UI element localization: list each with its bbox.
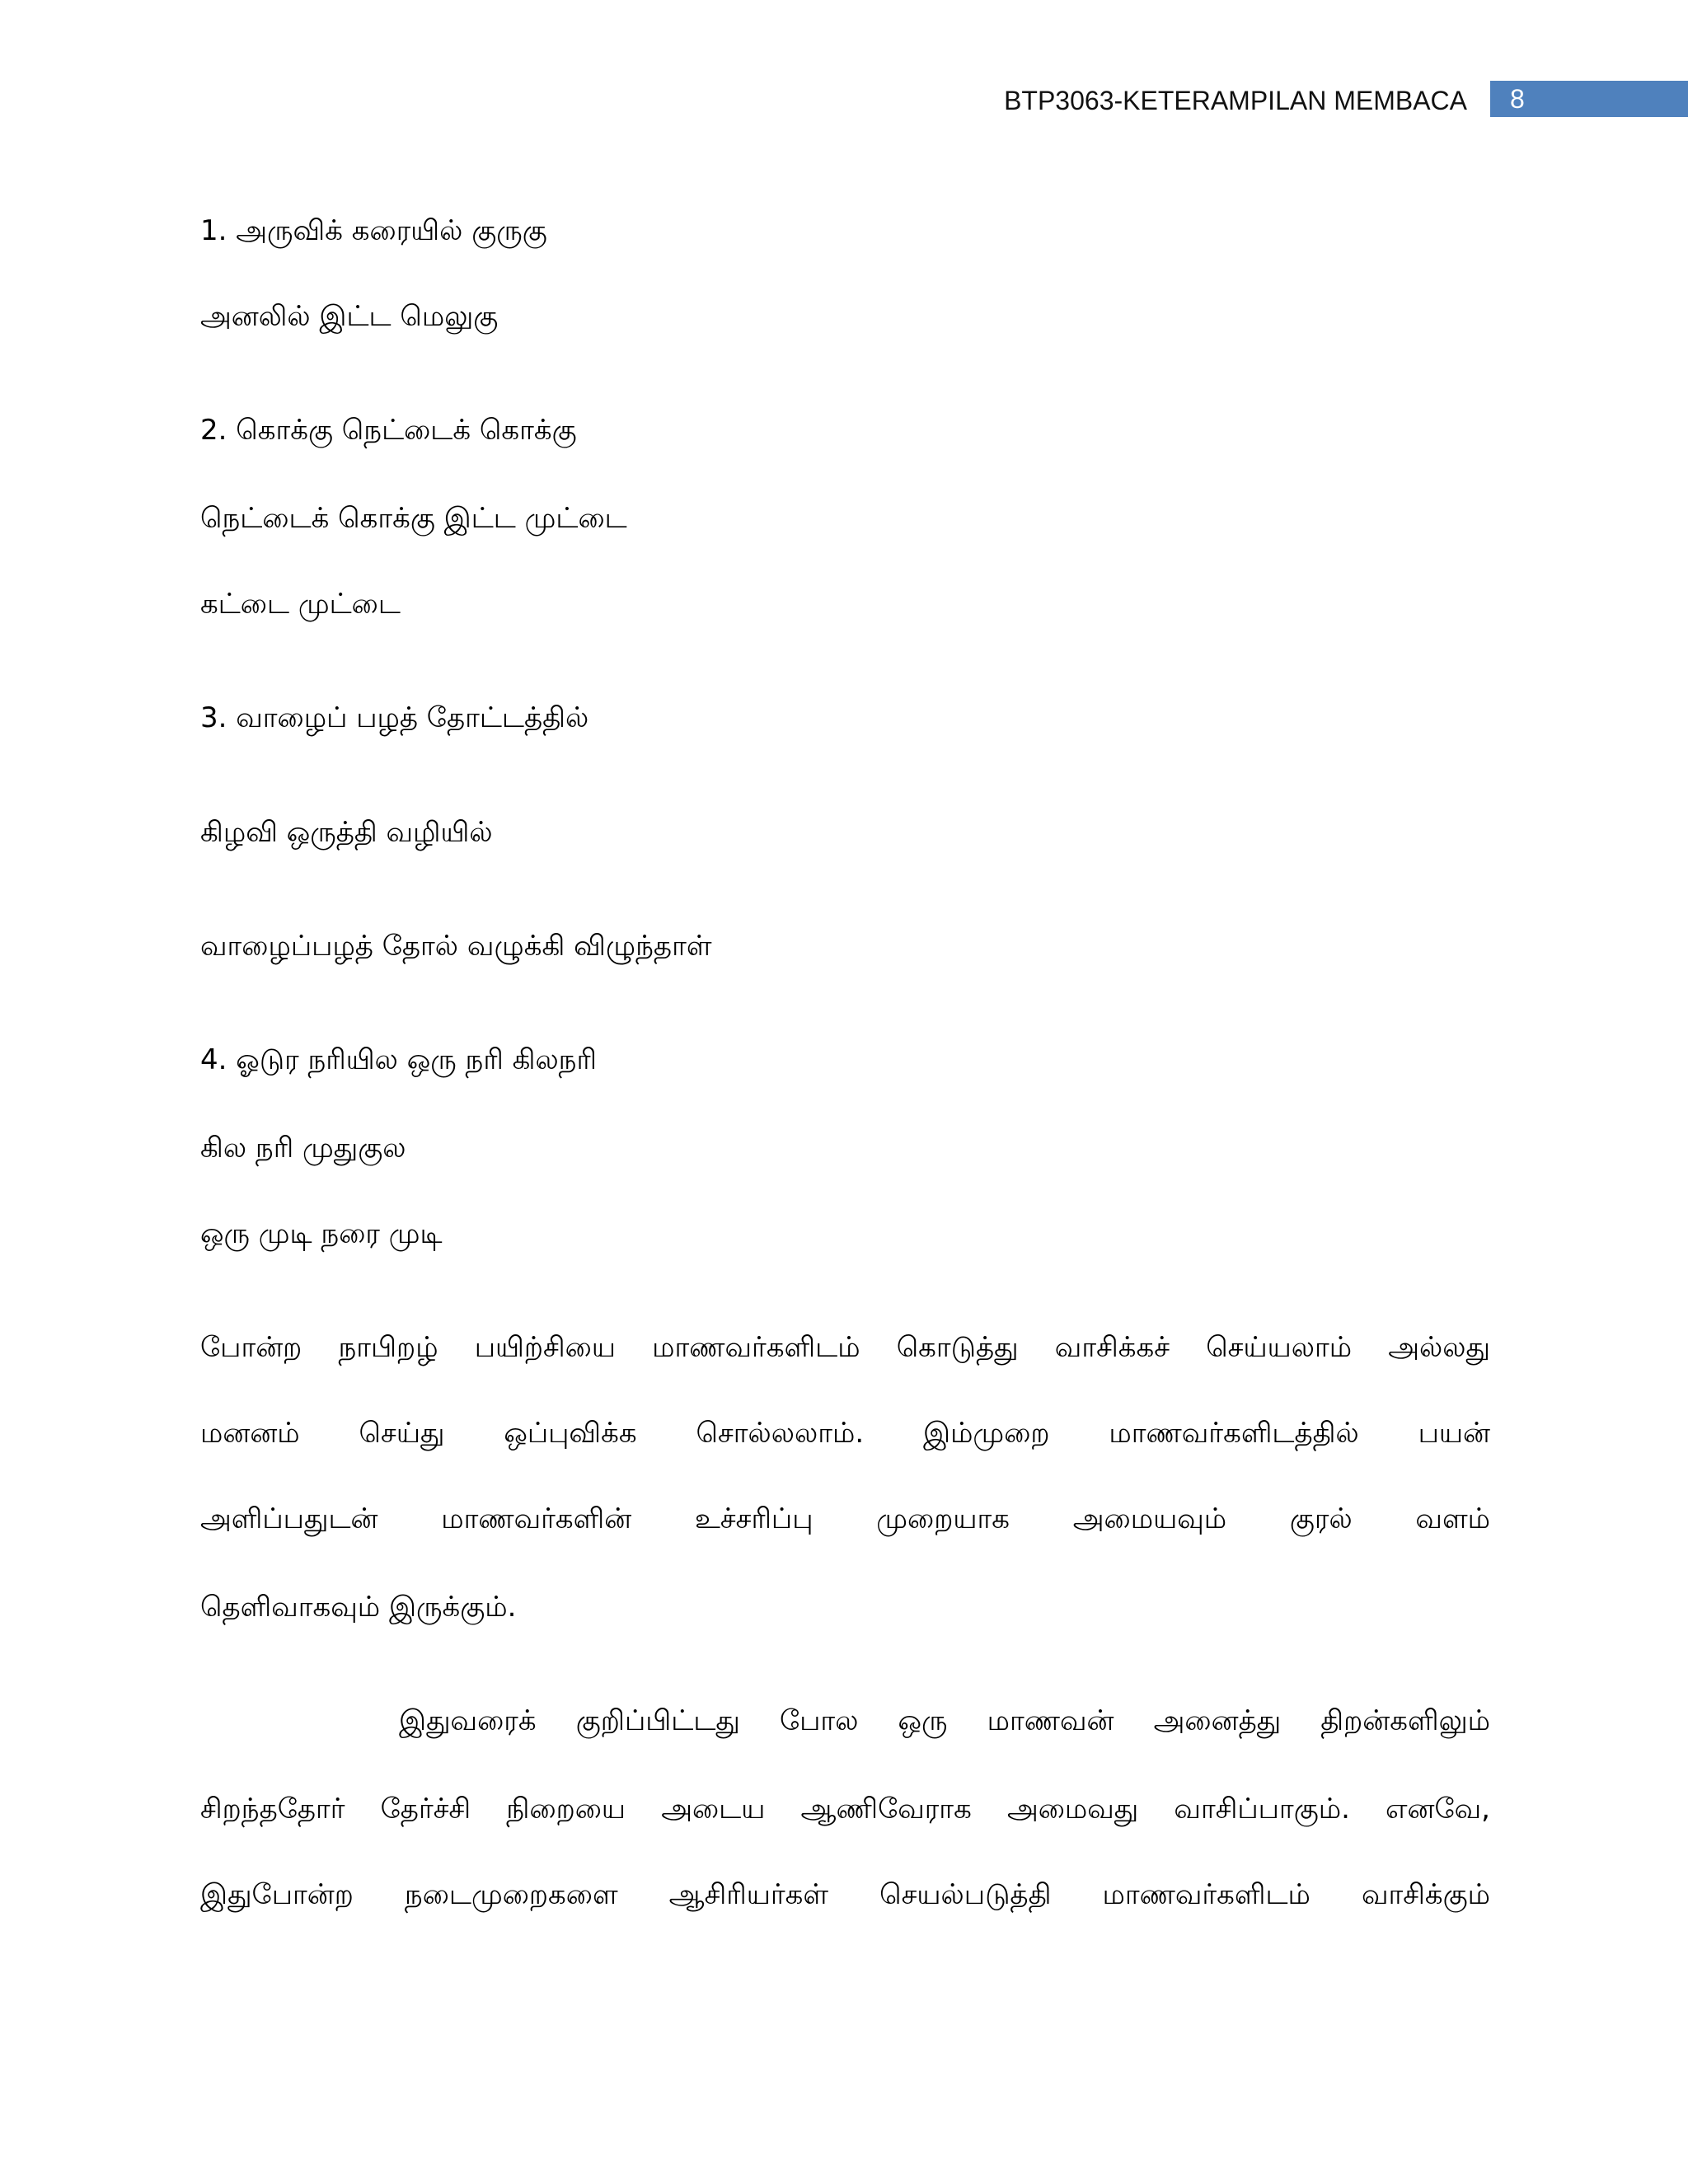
verse-1-line-1: 1. அருவிக் கரையில் குருகு bbox=[200, 214, 547, 247]
header-title: BTP3063-KETERAMPILAN MEMBACA bbox=[1004, 86, 1467, 115]
verse-4-line-1: 4. ஓடுர நரியில ஒரு நரி கிலநரி bbox=[200, 1043, 597, 1076]
paragraph-1-line-2: மனனம் செய்து ஒப்புவிக்க சொல்லலாம். இம்முறை மாணவர்களிடத்தில் பயன் bbox=[200, 1417, 1490, 1450]
paragraph-2-line-1: இதுவரைக் குறிப்பிட்டது போல ஒரு மாணவன் அனைத்து திறன்களிலும் bbox=[399, 1704, 1490, 1737]
verse-3-line-1: 3. வாழைப் பழத் தோட்டத்தில் bbox=[200, 701, 589, 734]
verse-4-line-3: ஒரு முடி நரை முடி bbox=[200, 1217, 443, 1250]
verse-1-line-2: அனலில் இட்ட மெலுகு bbox=[200, 300, 499, 333]
paragraph-2-line-2: சிறந்ததோர் தேர்ச்சி நிறையை அடைய ஆணிவேராக அமைவது வாசிப்பாகும். எனவே, bbox=[200, 1793, 1490, 1825]
verse-4-line-2: கில நரி முதுகுல bbox=[200, 1132, 406, 1165]
paragraph-1-line-4: தெளிவாகவும் இருக்கும். bbox=[200, 1591, 517, 1624]
verse-2-line-2: நெட்டைக் கொக்கு இட்ட முட்டை bbox=[200, 502, 627, 535]
paragraph-1-line-1: போன்ற நாபிறழ் பயிற்சியை மாணவர்களிடம் கொடுத்து வாசிக்கச் செய்யலாம் அல்லது bbox=[200, 1331, 1490, 1364]
page-number-badge: 8 bbox=[1490, 81, 1688, 117]
verse-2-line-1: 2. கொக்கு நெட்டைக் கொக்கு bbox=[200, 414, 577, 447]
verse-3-line-3: வாழைப்பழத் தோல் வழுக்கி விழுந்தாள் bbox=[200, 930, 712, 963]
verse-2-line-3: கட்டை முட்டை bbox=[200, 588, 401, 621]
paragraph-2-line-3: இதுபோன்ற நடைமுறைகளை ஆசிரியர்கள் செயல்படுத்தி மாணவர்களிடம் வாசிக்கும் bbox=[200, 1878, 1490, 1911]
verse-3-line-2: கிழவி ஒருத்தி வழியில் bbox=[200, 816, 493, 849]
paragraph-1-line-3: அளிப்பதுடன் மாணவர்களின் உச்சரிப்பு முறையாக அமையவும் குரல் வளம் bbox=[200, 1502, 1490, 1535]
